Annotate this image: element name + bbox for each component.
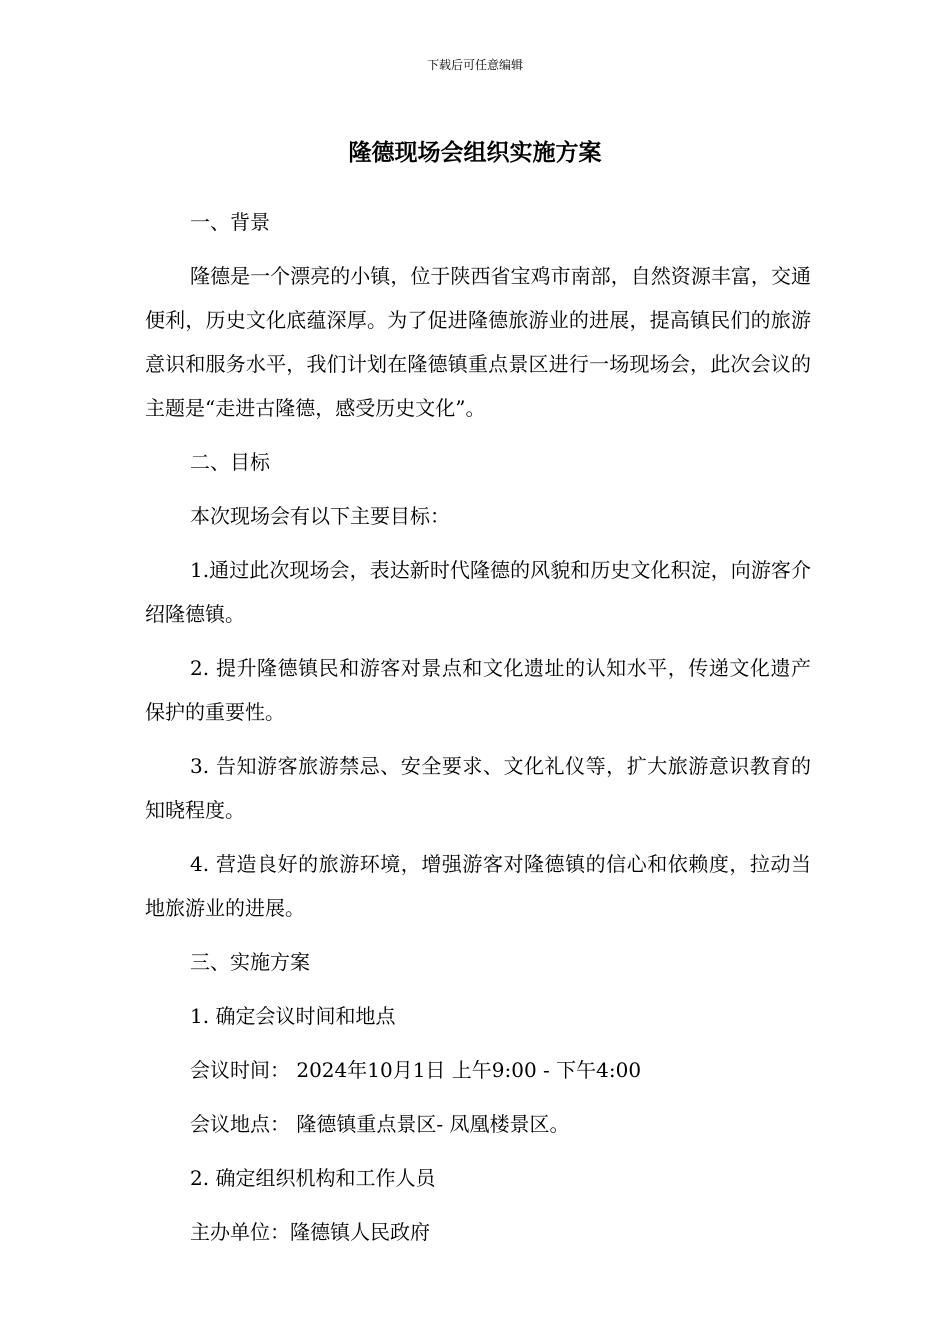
host-unit: 主办单位：隆德镇人民政府: [190, 1220, 430, 1244]
document-body: [145, 200, 811, 1264]
goal-item-4: 4. 营造良好的旅游环境，增强游客对隆德镇的信心和依赖度，拉动当地旅游业的进展。: [145, 852, 811, 920]
document-title: 隆德现场会组织实施方案: [348, 140, 602, 166]
goal-item-2: 2. 提升隆德镇民和游客对景点和文化遗址的认知水平，传递文化遗产保护的重要性。: [145, 656, 811, 724]
meeting-time: 会议时间： 2024年10月1日 上午9:00 - 下午4:00: [190, 1058, 642, 1082]
section-heading-goals: 二、目标: [190, 450, 270, 474]
plan-item-organization: 2. 确定组织机构和工作人员: [190, 1166, 436, 1190]
section-heading-plan: 三、实施方案: [190, 950, 310, 974]
header-note: 下载后可任意编辑: [426, 58, 523, 72]
goal-item-1: 1.通过此次现场会，表达新时代隆德的风貌和历史文化积淀，向游客介绍隆德镇。: [145, 558, 811, 626]
meeting-location: 会议地点： 隆德镇重点景区- 凤凰楼景区。: [190, 1112, 570, 1136]
paragraph-background: 隆德是一个漂亮的小镇，位于陕西省宝鸡市南部，自然资源丰富，交通便利，历史文化底蕴深厚。为了促进隆德旅游业的进展，提高镇民们的旅游意识和服务水平，我们计划在隆德镇重点景区进行一场现场会，此次会议的主题是“走进古隆德，感受历史文化”。: [145, 264, 811, 420]
goal-item-3: 3. 告知游客旅游禁忌、安全要求、文化礼仪等，扩大旅游意识教育的知晓程度。: [145, 754, 811, 822]
paragraph-goals-intro: 本次现场会有以下主要目标：: [190, 504, 450, 528]
section-heading-background: 一、背景: [190, 210, 270, 234]
plan-item-time-place: 1. 确定会议时间和地点: [190, 1004, 396, 1028]
